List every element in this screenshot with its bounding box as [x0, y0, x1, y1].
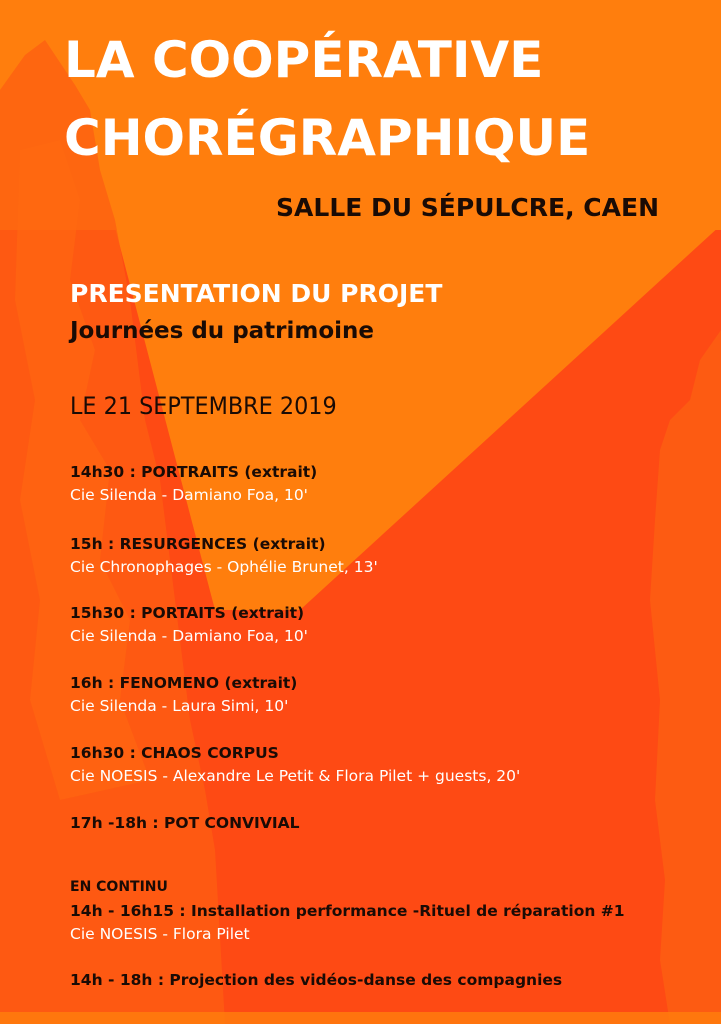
- program-item-4-title: 16h : FENOMENO (extrait): [70, 674, 298, 692]
- venue-label: SALLE DU SÉPULCRE, CAEN: [276, 193, 659, 222]
- program-item-2-details: Cie Chronophages - Ophélie Brunet, 13': [70, 558, 378, 576]
- program-item-6-title: 17h -18h : POT CONVIVIAL: [70, 814, 300, 832]
- program-item-4-details: Cie Silenda - Laura Simi, 10': [70, 697, 289, 715]
- title-line-2: CHORÉGRAPHIQUE: [64, 109, 591, 167]
- event-subtitle: Journées du patrimoine: [70, 318, 375, 344]
- presentation-heading: PRESENTATION DU PROJET: [70, 279, 443, 308]
- bottom-strip: [0, 1012, 721, 1024]
- continuous-item-1-details: Cie NOESIS - Flora Pilet: [70, 925, 250, 943]
- continuous-item-2-title: 14h - 18h : Projection des vidéos-danse des compagnies: [70, 971, 563, 989]
- program-item-5-details: Cie NOESIS - Alexandre Le Petit & Flora Pilet + guests, 20': [70, 767, 521, 785]
- continuous-label: EN CONTINU: [70, 879, 168, 895]
- program-item-3-details: Cie Silenda - Damiano Foa, 10': [70, 627, 308, 645]
- program-item-1-details: Cie Silenda - Damiano Foa, 10': [70, 486, 308, 504]
- title-line-1: LA COOPÉRATIVE: [64, 31, 544, 89]
- program-item-2-title: 15h : RESURGENCES (extrait): [70, 535, 326, 553]
- program-item-5-title: 16h30 : CHAOS CORPUS: [70, 744, 279, 762]
- continuous-item-1-title: 14h - 16h15 : Installation performance -Rituel de réparation #1: [70, 902, 625, 920]
- program-item-3-title: 15h30 : PORTAITS (extrait): [70, 604, 305, 622]
- event-date: LE 21 SEPTEMBRE 2019: [70, 392, 337, 420]
- program-item-1-title: 14h30 : PORTRAITS (extrait): [70, 463, 318, 481]
